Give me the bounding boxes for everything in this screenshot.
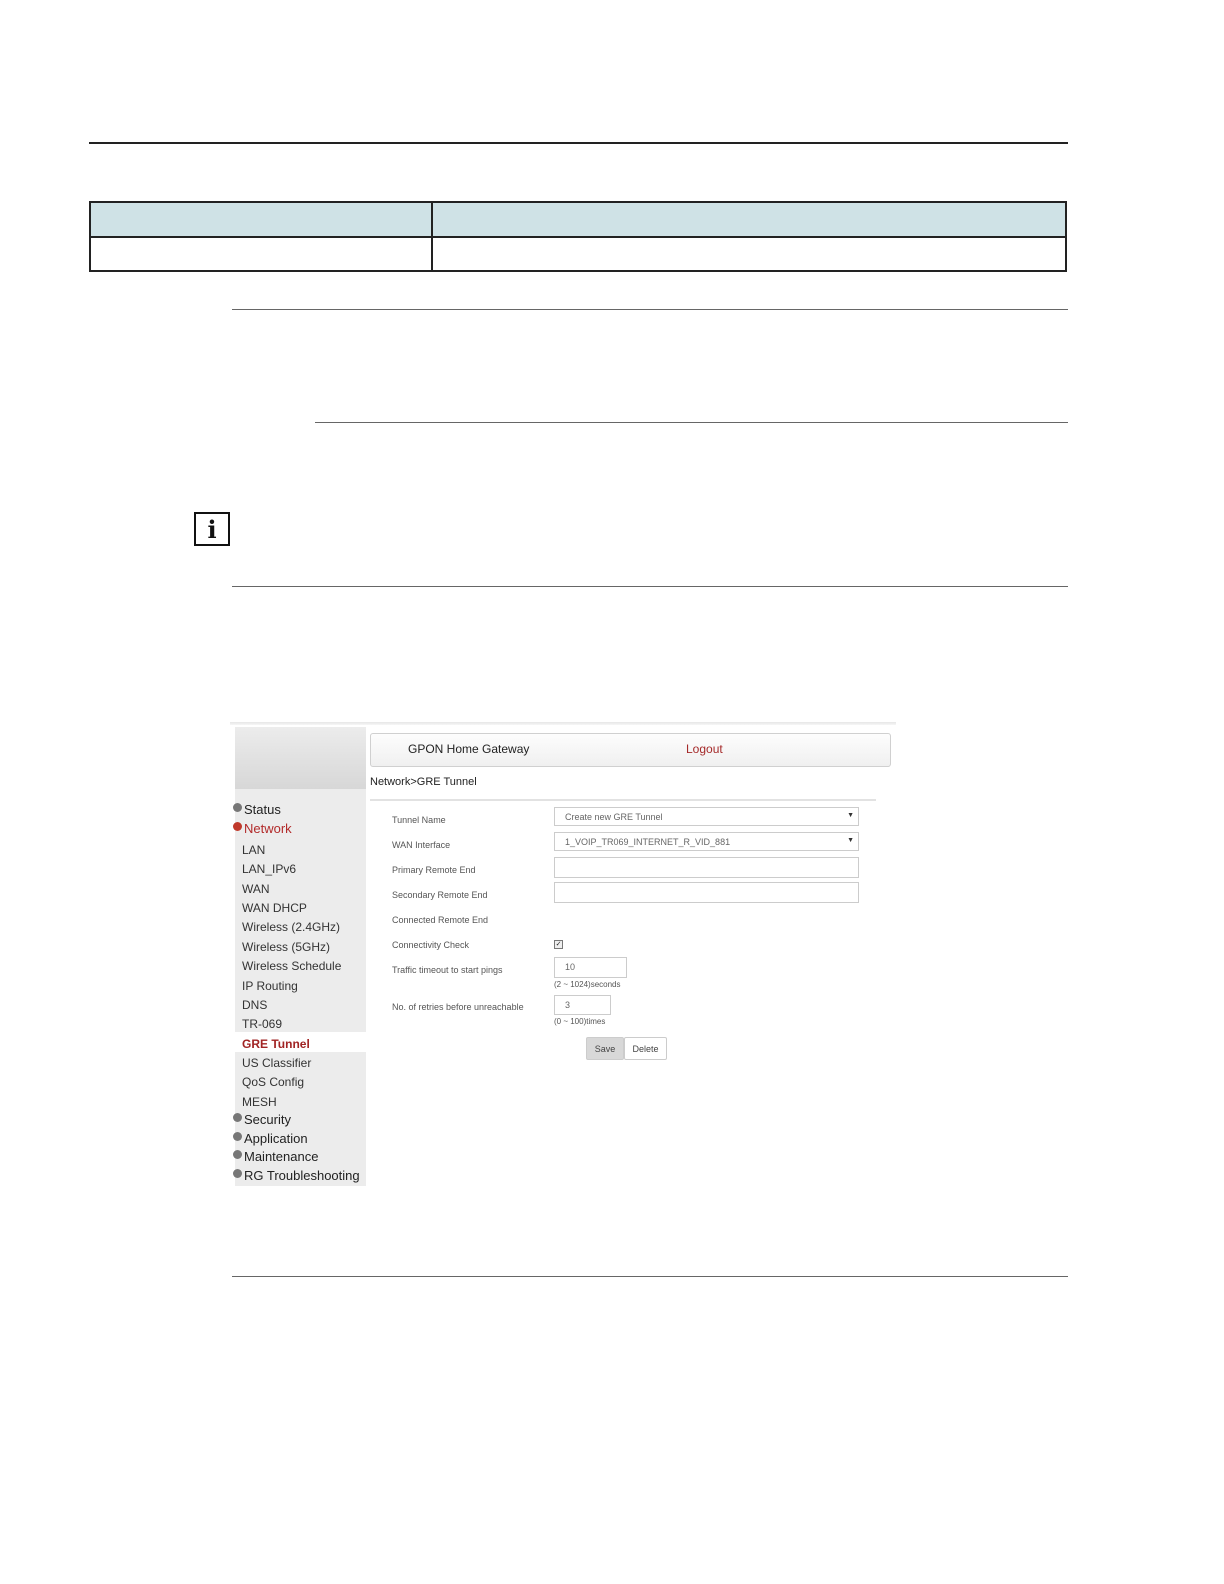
wan-interface-value: 1_VOIP_TR069_INTERNET_R_VID_881	[565, 837, 731, 847]
sidebar-item-mesh[interactable]: MESH	[242, 1095, 277, 1109]
sidebar-header	[235, 727, 366, 789]
delete-button[interactable]: Delete	[624, 1037, 667, 1060]
sidebar-section-label: Status	[244, 802, 281, 817]
sidebar-section-label: Security	[244, 1112, 291, 1127]
gateway-title: GPON Home Gateway	[408, 742, 530, 756]
breadcrumb-divider	[370, 799, 876, 801]
traffic-timeout-label: Traffic timeout to start pings	[392, 965, 503, 975]
table-cell	[432, 237, 1066, 271]
wan-interface-select[interactable]	[554, 832, 859, 851]
sidebar-item-qos-config[interactable]: QoS Config	[242, 1075, 305, 1089]
sidebar-item-ip-routing[interactable]: IP Routing	[242, 979, 298, 993]
dropdown-caret-icon: ▼	[847, 837, 854, 844]
tunnel-name-label: Tunnel Name	[392, 815, 446, 825]
sidebar-section-label: RG Troubleshooting	[244, 1168, 360, 1183]
sidebar-section-maintenance[interactable]	[233, 1149, 318, 1164]
expand-bullet-icon	[233, 822, 242, 831]
save-button[interactable]: Save	[586, 1037, 624, 1060]
sidebar-section-network[interactable]	[233, 821, 292, 836]
traffic-timeout-hint: (2 ~ 1024)seconds	[554, 980, 621, 989]
tunnel-name-value: Create new GRE Tunnel	[565, 812, 663, 822]
sidebar-item-tr069[interactable]: TR-069	[242, 1017, 283, 1031]
breadcrumb: Network>GRE Tunnel	[370, 776, 477, 788]
expand-bullet-icon	[233, 1150, 242, 1159]
subsection-rule	[315, 422, 1068, 423]
secondary-remote-label: Secondary Remote End	[392, 890, 488, 900]
sidebar-section-label: Application	[244, 1131, 308, 1146]
primary-remote-input[interactable]	[554, 857, 859, 878]
info-icon: i	[194, 512, 230, 546]
retries-hint: (0 ~ 100)times	[554, 1017, 606, 1026]
primary-remote-label: Primary Remote End	[392, 865, 476, 875]
expand-bullet-icon	[233, 1113, 242, 1122]
wan-interface-label: WAN Interface	[392, 840, 451, 850]
bottom-rule	[232, 1276, 1068, 1277]
dropdown-caret-icon: ▼	[847, 812, 854, 819]
table-cell	[90, 237, 432, 271]
sidebar-section-application[interactable]	[233, 1131, 308, 1146]
sidebar-item-lan[interactable]: LAN	[242, 843, 266, 857]
retries-label: No. of retries before unreachable	[392, 1002, 524, 1012]
sidebar-item-wan[interactable]: WAN	[242, 882, 270, 896]
secondary-remote-input[interactable]	[554, 882, 859, 903]
sidebar-section-rg-troubleshooting[interactable]	[233, 1168, 360, 1183]
expand-bullet-icon	[233, 803, 242, 812]
note-rule	[232, 586, 1068, 587]
sidebar-section-status[interactable]	[233, 802, 281, 817]
sidebar-section-label: Maintenance	[244, 1149, 319, 1164]
sidebar-item-wan-dhcp[interactable]: WAN DHCP	[242, 901, 307, 915]
sidebar-section-label: Network	[244, 821, 292, 836]
tunnel-name-select[interactable]	[554, 807, 859, 826]
screenshot-top-edge	[230, 722, 896, 725]
connectivity-check-label: Connectivity Check	[392, 940, 470, 950]
gateway-screenshot	[230, 722, 896, 1188]
header-rule	[89, 142, 1068, 144]
expand-bullet-icon	[233, 1169, 242, 1178]
sidebar-item-gre-tunnel[interactable]: GRE Tunnel	[242, 1037, 310, 1051]
sidebar-item-wireless-5[interactable]: Wireless (5GHz)	[242, 940, 331, 954]
sidebar-item-wireless-24[interactable]: Wireless (2.4GHz)	[242, 920, 341, 934]
sidebar-item-wireless-schedule[interactable]: Wireless Schedule	[242, 959, 342, 973]
document-table	[89, 201, 1067, 272]
table-header-cell	[90, 202, 432, 237]
connectivity-check-checkbox[interactable]: ✓	[555, 941, 562, 948]
connected-remote-label: Connected Remote End	[392, 915, 489, 925]
retries-input[interactable]: 3	[554, 995, 611, 1015]
expand-bullet-icon	[233, 1132, 242, 1141]
sidebar-section-security[interactable]	[233, 1112, 291, 1127]
section-rule	[232, 309, 1068, 310]
sidebar-item-dns[interactable]: DNS	[242, 998, 268, 1012]
sidebar-item-lan-ipv6[interactable]: LAN_IPv6	[242, 862, 297, 876]
traffic-timeout-input[interactable]: 10	[554, 957, 627, 978]
sidebar-item-us-classifier[interactable]: US Classifier	[242, 1056, 312, 1070]
table-header-cell	[432, 202, 1066, 237]
logout-link[interactable]: Logout	[686, 742, 723, 756]
